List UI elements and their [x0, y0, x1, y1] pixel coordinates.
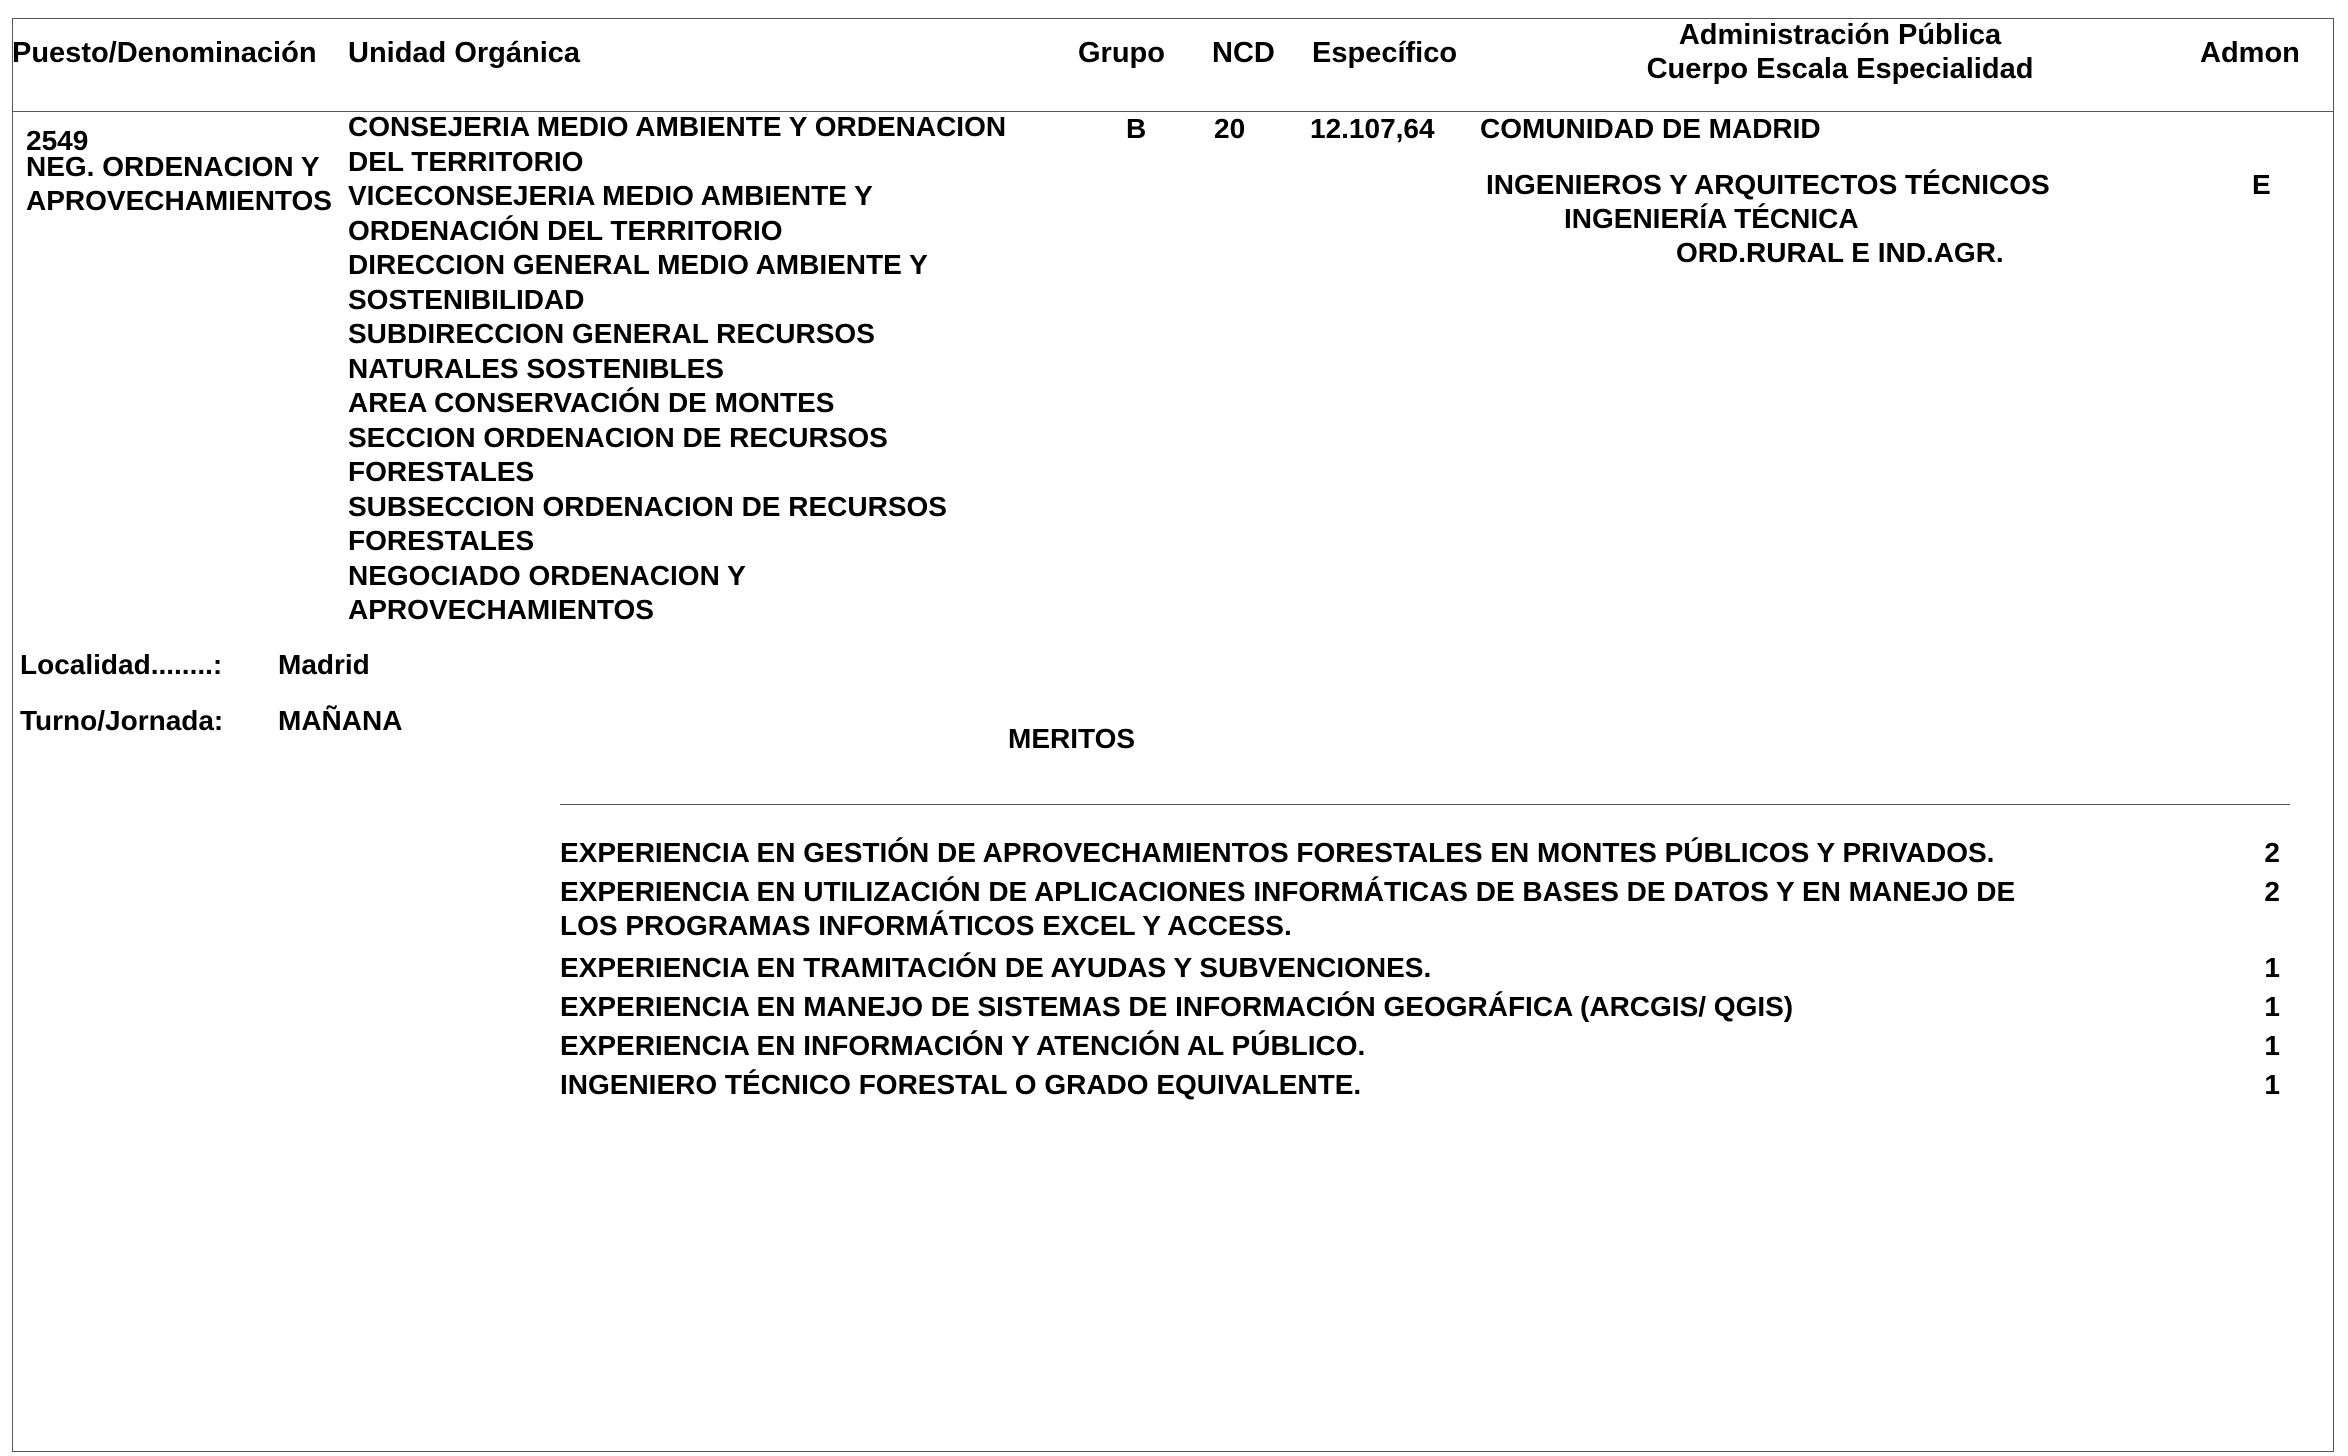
meritos-title: MERITOS	[1008, 723, 1136, 754]
puesto-numero: 2549	[26, 125, 89, 156]
especialidad-value: ORD.RURAL E IND.AGR.	[1676, 237, 2004, 268]
header-cuerpo-escala: Cuerpo Escala Especialidad	[1646, 53, 2034, 85]
merit-item: EXPERIENCIA EN UTILIZACIÓN DE APLICACIONES INFORMÁTICAS DE BASES DE DATOS Y EN MANEJO DE	[560, 876, 2016, 907]
header-admon: Admon	[2200, 37, 2300, 69]
localidad-label: Localidad........:	[20, 649, 223, 680]
merit-item: EXPERIENCIA EN MANEJO DE SISTEMAS DE INFORMACIÓN GEOGRÁFICA (ARCGIS/ QGIS)	[560, 991, 1794, 1022]
merit-points: 1	[2264, 952, 2280, 983]
ncd-value: 20	[1214, 113, 1246, 144]
unidad-line: NATURALES SOSTENIBLES	[348, 352, 724, 384]
header-especifico: Específico	[1312, 37, 1458, 69]
puesto-denominacion-2: APROVECHAMIENTOS	[26, 185, 332, 216]
merit-item-continued: LOS PROGRAMAS INFORMÁTICOS EXCEL Y ACCESS.	[560, 910, 1292, 941]
escala-value: INGENIERÍA TÉCNICA	[1564, 203, 1859, 234]
merit-item: INGENIERO TÉCNICO FORESTAL O GRADO EQUIVALENTE.	[560, 1069, 1362, 1100]
unidad-line: NEGOCIADO ORDENACION Y	[348, 559, 746, 591]
unidad-line: FORESTALES	[348, 525, 535, 556]
merit-item: EXPERIENCIA EN TRAMITACIÓN DE AYUDAS Y SUBVENCIONES.	[560, 952, 1432, 983]
turno-label: Turno/Jornada:	[20, 705, 224, 736]
cuerpo-value: INGENIEROS Y ARQUITECTOS TÉCNICOS	[1486, 169, 2050, 200]
merit-item: EXPERIENCIA EN INFORMACIÓN Y ATENCIÓN AL PÚBLICO.	[560, 1030, 1366, 1061]
header-unidad: Unidad Orgánica	[348, 37, 581, 69]
merit-points: 2	[2264, 837, 2280, 868]
merit-points: 1	[2264, 1030, 2280, 1061]
merit-item: EXPERIENCIA EN GESTIÓN DE APROVECHAMIENTOS FORESTALES EN MONTES PÚBLICOS Y PRIVADOS.	[560, 837, 1995, 868]
unidad-line: DEL TERRITORIO	[348, 145, 584, 177]
header-admin-publica: Administración Pública	[1678, 19, 2002, 51]
unidad-line: FORESTALES	[348, 456, 535, 487]
merit-points: 1	[2264, 1069, 2280, 1100]
unidad-line: SUBDIRECCION GENERAL RECURSOS	[348, 318, 875, 349]
grupo-value: B	[1126, 113, 1147, 144]
unidad-line: SECCION ORDENACION DE RECURSOS	[348, 421, 888, 453]
merit-points: 2	[2264, 876, 2280, 907]
unidad-line: SUBSECCION ORDENACION DE RECURSOS	[348, 490, 947, 522]
unidad-organica-list	[348, 110, 1006, 628]
meritos-divider	[560, 804, 2290, 805]
unidad-line: CONSEJERIA MEDIO AMBIENTE Y ORDENACION	[348, 111, 1007, 142]
unidad-line: AREA CONSERVACIÓN DE MONTES	[348, 387, 835, 418]
localidad-value: Madrid	[278, 649, 370, 680]
header-puesto: Puesto/Denominación	[12, 37, 317, 69]
turno-value: MAÑANA	[278, 705, 403, 736]
unidad-line: APROVECHAMIENTOS	[348, 594, 654, 625]
header-grupo: Grupo	[1078, 37, 1165, 69]
admon-value: E	[2252, 169, 2271, 200]
unidad-line: VICECONSEJERIA MEDIO AMBIENTE Y	[348, 180, 873, 211]
unidad-line: SOSTENIBILIDAD	[348, 283, 585, 315]
puesto-denominacion-1: NEG. ORDENACION Y	[26, 151, 320, 182]
header-ncd: NCD	[1212, 37, 1275, 69]
especifico-value: 12.107,64	[1310, 113, 1435, 144]
administracion-value: COMUNIDAD DE MADRID	[1480, 113, 1821, 144]
unidad-line: ORDENACIÓN DEL TERRITORIO	[348, 214, 783, 246]
unidad-line: DIRECCION GENERAL MEDIO AMBIENTE Y	[348, 249, 928, 280]
merit-points: 1	[2264, 991, 2280, 1022]
